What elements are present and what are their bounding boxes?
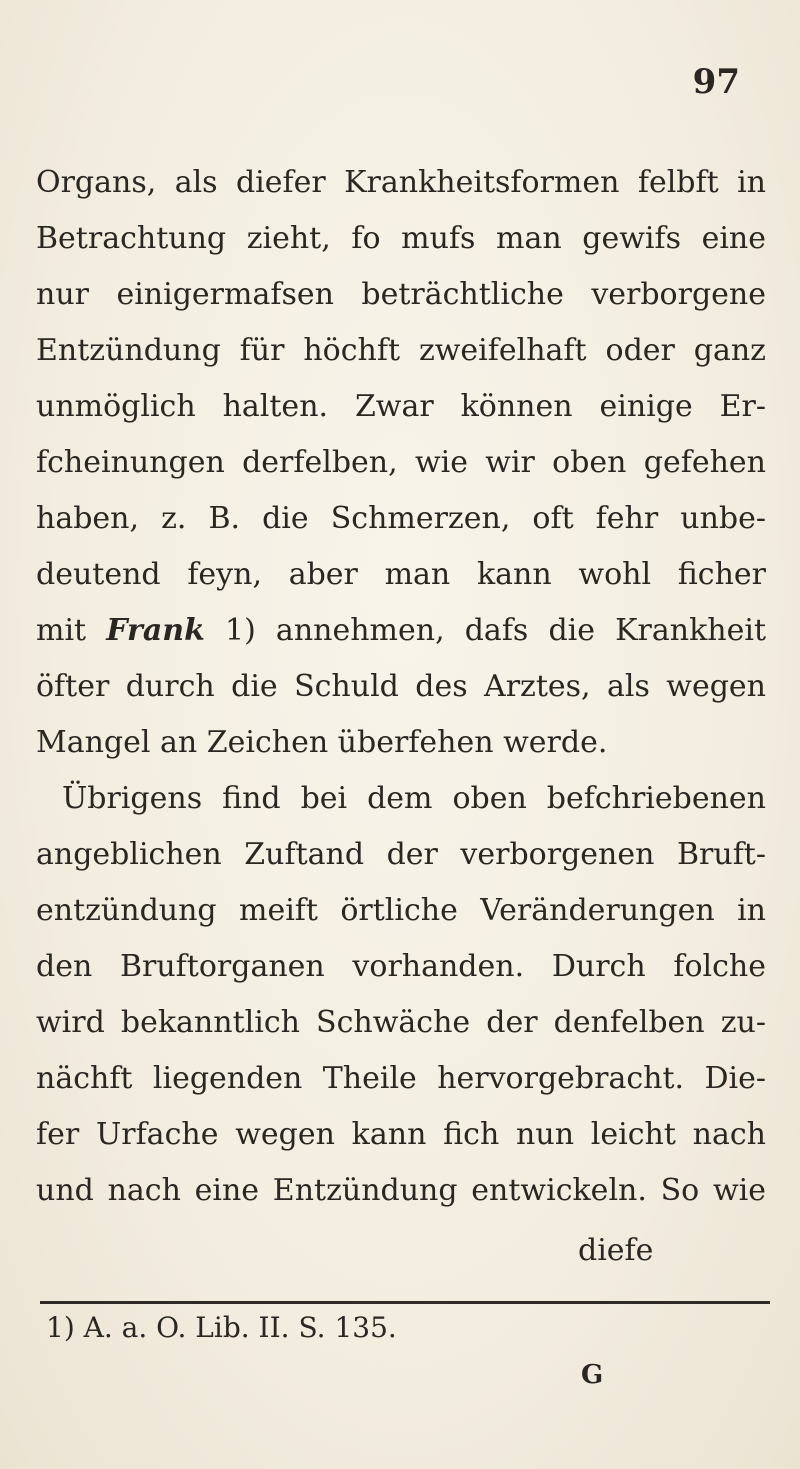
text-line: fer Urfache wegen kann fich nun leicht nach xyxy=(36,1117,766,1152)
text-line: und nach eine Entzündung entwickeln. So wie xyxy=(36,1173,766,1208)
text-line: den Bruftorganen vorhanden. Durch folche xyxy=(36,949,766,984)
text-line: fcheinungen derfelben, wie wir oben gefehen xyxy=(36,445,766,480)
text-line: nur einigermafsen beträchtliche verborgene xyxy=(36,277,766,312)
text-line: Entzündung für höchft zweifelhaft oder ganz xyxy=(36,333,766,368)
catchword: diefe xyxy=(578,1233,654,1268)
text-line: angeblichen Zuftand der verborgenen Bruft- xyxy=(36,837,766,872)
footnote-rule xyxy=(40,1301,770,1304)
text-line: Mangel an Zeichen überfehen werde. xyxy=(36,725,608,760)
page-number: 97 xyxy=(692,62,740,102)
text-line: öfter durch die Schuld des Arztes, als wegen xyxy=(36,669,766,704)
author-name: Frank xyxy=(106,613,205,648)
text-line-frank xyxy=(36,603,766,659)
text-line: unmöglich halten. Zwar können einige Er- xyxy=(36,389,766,424)
text-line: Übrigens find bei dem oben befchriebenen xyxy=(62,781,766,816)
footnote: 1) A. a. O. Lib. II. S. 135. xyxy=(46,1311,397,1344)
text-line: Organs, als diefer Krankheitsformen felbft in xyxy=(36,165,766,200)
text-line: Betrachtung zieht, fo mufs man gewifs eine xyxy=(36,221,766,256)
text-line: nächft liegenden Theile hervorgebracht. Die- xyxy=(36,1061,766,1096)
text-line: entzündung meift örtliche Veränderungen in xyxy=(36,893,766,928)
text-line: haben, z. B. die Schmerzen, oft fehr unbe- xyxy=(36,501,766,536)
signature-mark: G xyxy=(581,1360,604,1390)
text-line: wird bekanntlich Schwäche der denfelben zu- xyxy=(36,1005,766,1040)
line-prefix: mit xyxy=(36,613,87,648)
line-rest: 1) annehmen, dafs die Krankheit xyxy=(225,613,766,648)
text-line: deutend feyn, aber man kann wohl ficher xyxy=(36,557,766,592)
